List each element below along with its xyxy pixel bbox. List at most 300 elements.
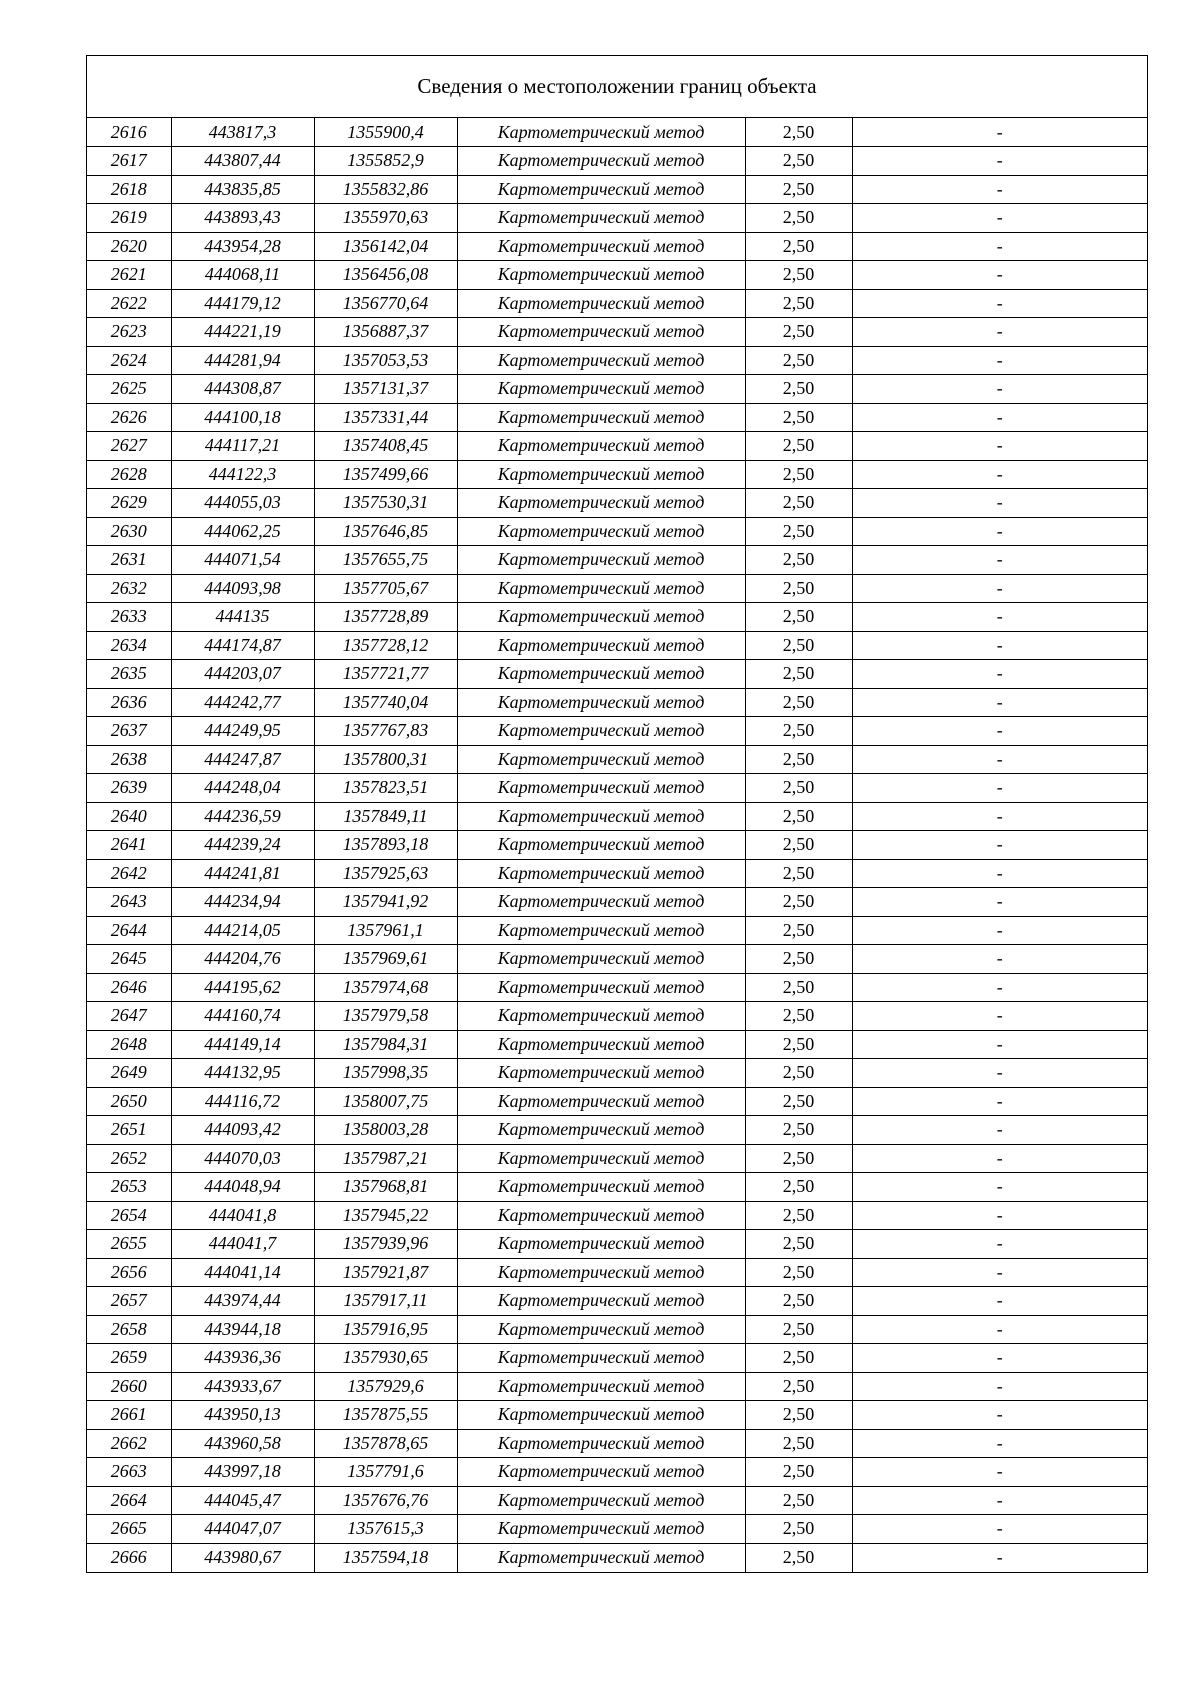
- y-coordinate-cell: 1357849,11: [314, 802, 457, 831]
- method-cell: Картометрический метод: [457, 1201, 745, 1230]
- note-cell: -: [852, 1201, 1147, 1230]
- x-coordinate-cell: 444149,14: [171, 1030, 314, 1059]
- y-coordinate-cell: 1357740,04: [314, 688, 457, 717]
- note-cell: -: [852, 118, 1147, 147]
- table-row: [87, 546, 1147, 575]
- x-coordinate-cell: 443980,67: [171, 1543, 314, 1572]
- table-row: [87, 204, 1147, 233]
- y-coordinate-cell: 1355832,86: [314, 175, 457, 204]
- point-number-cell: 2630: [87, 517, 171, 546]
- table-row: [87, 289, 1147, 318]
- note-cell: -: [852, 318, 1147, 347]
- x-coordinate-cell: 443835,85: [171, 175, 314, 204]
- note-cell: -: [852, 403, 1147, 432]
- x-coordinate-cell: 443936,36: [171, 1344, 314, 1373]
- table-row: [87, 774, 1147, 803]
- note-cell: -: [852, 489, 1147, 518]
- y-coordinate-cell: 1357646,85: [314, 517, 457, 546]
- point-number-cell: 2624: [87, 346, 171, 375]
- method-cell: Картометрический метод: [457, 660, 745, 689]
- tolerance-cell: 2,50: [745, 204, 852, 233]
- method-cell: Картометрический метод: [457, 517, 745, 546]
- y-coordinate-cell: 1357969,61: [314, 945, 457, 974]
- table-row: [87, 1458, 1147, 1487]
- table-row: [87, 574, 1147, 603]
- table-row: [87, 318, 1147, 347]
- y-coordinate-cell: 1357930,65: [314, 1344, 457, 1373]
- note-cell: -: [852, 745, 1147, 774]
- point-number-cell: 2635: [87, 660, 171, 689]
- tolerance-cell: 2,50: [745, 403, 852, 432]
- table-row: [87, 603, 1147, 632]
- x-coordinate-cell: 443817,3: [171, 118, 314, 147]
- tolerance-cell: 2,50: [745, 1173, 852, 1202]
- method-cell: Картометрический метод: [457, 745, 745, 774]
- point-number-cell: 2619: [87, 204, 171, 233]
- table-row: [87, 1002, 1147, 1031]
- y-coordinate-cell: 1358003,28: [314, 1116, 457, 1145]
- method-cell: Картометрический метод: [457, 147, 745, 176]
- table-row: [87, 1315, 1147, 1344]
- table-row: [87, 1116, 1147, 1145]
- method-cell: Картометрический метод: [457, 831, 745, 860]
- table-title: Сведения о местоположении границ объекта: [87, 56, 1147, 118]
- tolerance-cell: 2,50: [745, 802, 852, 831]
- tolerance-cell: 2,50: [745, 289, 852, 318]
- method-cell: Картометрический метод: [457, 175, 745, 204]
- method-cell: Картометрический метод: [457, 574, 745, 603]
- y-coordinate-cell: 1357968,81: [314, 1173, 457, 1202]
- table-row: [87, 118, 1147, 147]
- tolerance-cell: 2,50: [745, 261, 852, 290]
- tolerance-cell: 2,50: [745, 1372, 852, 1401]
- tolerance-cell: 2,50: [745, 859, 852, 888]
- note-cell: -: [852, 375, 1147, 404]
- method-cell: Картометрический метод: [457, 318, 745, 347]
- y-coordinate-cell: 1357893,18: [314, 831, 457, 860]
- table-row: [87, 660, 1147, 689]
- tolerance-cell: 2,50: [745, 1230, 852, 1259]
- method-cell: Картометрический метод: [457, 403, 745, 432]
- method-cell: Картометрический метод: [457, 859, 745, 888]
- tolerance-cell: 2,50: [745, 1258, 852, 1287]
- x-coordinate-cell: 443944,18: [171, 1315, 314, 1344]
- note-cell: -: [852, 831, 1147, 860]
- table-row: [87, 831, 1147, 860]
- x-coordinate-cell: 444041,14: [171, 1258, 314, 1287]
- y-coordinate-cell: 1357974,68: [314, 973, 457, 1002]
- method-cell: Картометрический метод: [457, 1002, 745, 1031]
- y-coordinate-cell: 1357615,3: [314, 1515, 457, 1544]
- method-cell: Картометрический метод: [457, 973, 745, 1002]
- y-coordinate-cell: 1357053,53: [314, 346, 457, 375]
- tolerance-cell: 2,50: [745, 574, 852, 603]
- method-cell: Картометрический метод: [457, 1173, 745, 1202]
- tolerance-cell: 2,50: [745, 1087, 852, 1116]
- method-cell: Картометрический метод: [457, 688, 745, 717]
- method-cell: Картометрический метод: [457, 631, 745, 660]
- note-cell: -: [852, 232, 1147, 261]
- table-row: [87, 1258, 1147, 1287]
- point-number-cell: 2654: [87, 1201, 171, 1230]
- x-coordinate-cell: 443893,43: [171, 204, 314, 233]
- x-coordinate-cell: 444116,72: [171, 1087, 314, 1116]
- tolerance-cell: 2,50: [745, 175, 852, 204]
- point-number-cell: 2628: [87, 460, 171, 489]
- point-number-cell: 2656: [87, 1258, 171, 1287]
- x-coordinate-cell: 444132,95: [171, 1059, 314, 1088]
- x-coordinate-cell: 444160,74: [171, 1002, 314, 1031]
- method-cell: Картометрический метод: [457, 1116, 745, 1145]
- x-coordinate-cell: 444236,59: [171, 802, 314, 831]
- y-coordinate-cell: 1357875,55: [314, 1401, 457, 1430]
- x-coordinate-cell: 444062,25: [171, 517, 314, 546]
- note-cell: -: [852, 1258, 1147, 1287]
- point-number-cell: 2625: [87, 375, 171, 404]
- y-coordinate-cell: 1357728,12: [314, 631, 457, 660]
- point-number-cell: 2627: [87, 432, 171, 461]
- x-coordinate-cell: 444135: [171, 603, 314, 632]
- x-coordinate-cell: 444045,47: [171, 1486, 314, 1515]
- table-row: [87, 1515, 1147, 1544]
- note-cell: -: [852, 1486, 1147, 1515]
- note-cell: -: [852, 1458, 1147, 1487]
- tolerance-cell: 2,50: [745, 1315, 852, 1344]
- x-coordinate-cell: 443974,44: [171, 1287, 314, 1316]
- table-row: [87, 1401, 1147, 1430]
- point-number-cell: 2641: [87, 831, 171, 860]
- point-number-cell: 2649: [87, 1059, 171, 1088]
- method-cell: Картометрический метод: [457, 289, 745, 318]
- note-cell: -: [852, 574, 1147, 603]
- method-cell: Картометрический метод: [457, 432, 745, 461]
- table-row: [87, 346, 1147, 375]
- y-coordinate-cell: 1357979,58: [314, 1002, 457, 1031]
- method-cell: Картометрический метод: [457, 1429, 745, 1458]
- point-number-cell: 2651: [87, 1116, 171, 1145]
- y-coordinate-cell: 1357721,77: [314, 660, 457, 689]
- note-cell: -: [852, 888, 1147, 917]
- y-coordinate-cell: 1357676,76: [314, 1486, 457, 1515]
- x-coordinate-cell: 444214,05: [171, 916, 314, 945]
- note-cell: -: [852, 717, 1147, 746]
- method-cell: Картометрический метод: [457, 888, 745, 917]
- note-cell: -: [852, 1372, 1147, 1401]
- point-number-cell: 2622: [87, 289, 171, 318]
- table-row: [87, 1429, 1147, 1458]
- note-cell: -: [852, 1116, 1147, 1145]
- y-coordinate-cell: 1357925,63: [314, 859, 457, 888]
- note-cell: -: [852, 1059, 1147, 1088]
- tolerance-cell: 2,50: [745, 460, 852, 489]
- y-coordinate-cell: 1357331,44: [314, 403, 457, 432]
- point-number-cell: 2626: [87, 403, 171, 432]
- y-coordinate-cell: 1357984,31: [314, 1030, 457, 1059]
- x-coordinate-cell: 444179,12: [171, 289, 314, 318]
- x-coordinate-cell: 443960,58: [171, 1429, 314, 1458]
- x-coordinate-cell: 444100,18: [171, 403, 314, 432]
- point-number-cell: 2621: [87, 261, 171, 290]
- point-number-cell: 2662: [87, 1429, 171, 1458]
- table-row: [87, 973, 1147, 1002]
- table-row: [87, 1287, 1147, 1316]
- x-coordinate-cell: 444221,19: [171, 318, 314, 347]
- tolerance-cell: 2,50: [745, 1515, 852, 1544]
- point-number-cell: 2650: [87, 1087, 171, 1116]
- method-cell: Картометрический метод: [457, 1315, 745, 1344]
- tolerance-cell: 2,50: [745, 318, 852, 347]
- note-cell: -: [996, 1547, 1003, 1567]
- table-row: [87, 1144, 1147, 1173]
- y-coordinate-cell: 1355900,4: [314, 118, 457, 147]
- table-row: [87, 232, 1147, 261]
- table-row: [87, 631, 1147, 660]
- boundary-points-table: [87, 118, 1147, 1572]
- y-coordinate-cell: 1357705,67: [314, 574, 457, 603]
- y-coordinate-cell: 1357767,83: [314, 717, 457, 746]
- x-coordinate-cell: 444234,94: [171, 888, 314, 917]
- y-coordinate-cell: 1357941,92: [314, 888, 457, 917]
- method-cell: Картометрический метод: [457, 1372, 745, 1401]
- method-cell: Картометрический метод: [457, 1059, 745, 1088]
- x-coordinate-cell: 444239,24: [171, 831, 314, 860]
- table-body: [87, 118, 1147, 1572]
- y-coordinate-cell: 1357987,21: [314, 1144, 457, 1173]
- method-cell: Картометрический метод: [457, 118, 745, 147]
- method-cell: Картометрический метод: [457, 460, 745, 489]
- y-coordinate-cell: 1357800,31: [314, 745, 457, 774]
- point-number-cell: 2616: [87, 118, 171, 147]
- point-number-cell: 2653: [87, 1173, 171, 1202]
- x-coordinate-cell: 444203,07: [171, 660, 314, 689]
- x-coordinate-cell: 444242,77: [171, 688, 314, 717]
- point-number-cell: 2643: [87, 888, 171, 917]
- method-cell: Картометрический метод: [457, 916, 745, 945]
- y-coordinate-cell: 1356142,04: [314, 232, 457, 261]
- point-number-cell: 2655: [87, 1230, 171, 1259]
- point-number-cell: 2659: [87, 1344, 171, 1373]
- tolerance-cell: 2,50: [745, 375, 852, 404]
- y-coordinate-cell: 1357878,65: [314, 1429, 457, 1458]
- note-cell: -: [852, 631, 1147, 660]
- note-cell: -: [852, 1087, 1147, 1116]
- tolerance-cell: 2,50: [745, 774, 852, 803]
- method-cell: Картометрический метод: [457, 603, 745, 632]
- point-number-cell: 2636: [87, 688, 171, 717]
- tolerance-cell: 2,50: [745, 1486, 852, 1515]
- x-coordinate-cell: 444041,7: [171, 1230, 314, 1259]
- tolerance-cell: 2,50: [745, 717, 852, 746]
- table-row: [87, 403, 1147, 432]
- point-number-cell: 2644: [87, 916, 171, 945]
- tolerance-cell: 2,50: [745, 118, 852, 147]
- x-coordinate-cell: 443954,28: [171, 232, 314, 261]
- note-cell: -: [852, 660, 1147, 689]
- table-row: [87, 1486, 1147, 1515]
- note-cell: -: [852, 1429, 1147, 1458]
- note-cell: -: [852, 460, 1147, 489]
- point-number-cell: 2665: [87, 1515, 171, 1544]
- x-coordinate-cell: 444068,11: [171, 261, 314, 290]
- y-coordinate-cell: 1356770,64: [314, 289, 457, 318]
- note-cell: -: [852, 603, 1147, 632]
- method-cell: Картометрический метод: [457, 945, 745, 974]
- table-row: [87, 175, 1147, 204]
- x-coordinate-cell: 444048,94: [171, 1173, 314, 1202]
- note-cell: -: [852, 1315, 1147, 1344]
- point-number-cell: 2640: [87, 802, 171, 831]
- point-number-cell: 2638: [87, 745, 171, 774]
- tolerance-cell: 2,50: [745, 1144, 852, 1173]
- x-coordinate-cell: 444041,8: [171, 1201, 314, 1230]
- x-coordinate-cell: 444174,87: [171, 631, 314, 660]
- note-cell: -: [852, 1344, 1147, 1373]
- x-coordinate-cell: 444248,04: [171, 774, 314, 803]
- tolerance-cell: 2,50: [745, 1543, 852, 1572]
- point-number-cell: 2618: [87, 175, 171, 204]
- x-coordinate-cell: 444047,07: [171, 1515, 314, 1544]
- note-cell: -: [852, 973, 1147, 1002]
- x-coordinate-cell: 444241,81: [171, 859, 314, 888]
- table-row: [87, 1344, 1147, 1373]
- x-coordinate-cell: 444071,54: [171, 546, 314, 575]
- table-row: [87, 1087, 1147, 1116]
- tolerance-cell: 2,50: [745, 688, 852, 717]
- table-row: [87, 945, 1147, 974]
- note-cell: -: [852, 688, 1147, 717]
- table-row: [87, 916, 1147, 945]
- x-coordinate-cell: 444093,42: [171, 1116, 314, 1145]
- point-number-cell: 2666: [87, 1543, 171, 1572]
- note-cell: -: [852, 859, 1147, 888]
- y-coordinate-cell: 1357929,6: [314, 1372, 457, 1401]
- table-row: [87, 859, 1147, 888]
- point-number-cell: 2652: [87, 1144, 171, 1173]
- tolerance-cell: 2,50: [745, 1116, 852, 1145]
- method-cell: Картометрический метод: [457, 1486, 745, 1515]
- table-row: [87, 1173, 1147, 1202]
- tolerance-cell: 2,50: [745, 831, 852, 860]
- point-number-cell: 2647: [87, 1002, 171, 1031]
- note-cell: -: [852, 1230, 1147, 1259]
- tolerance-cell: 2,50: [745, 546, 852, 575]
- note-cell: -: [852, 1144, 1147, 1173]
- note-cell: -: [852, 1287, 1147, 1316]
- note-cell: -: [852, 204, 1147, 233]
- tolerance-cell: 2,50: [745, 916, 852, 945]
- point-number-cell: 2634: [87, 631, 171, 660]
- point-number-cell: 2632: [87, 574, 171, 603]
- note-cell: -: [852, 1002, 1147, 1031]
- point-number-cell: 2631: [87, 546, 171, 575]
- tolerance-cell: 2,50: [745, 603, 852, 632]
- note-cell: -: [852, 432, 1147, 461]
- y-coordinate-cell: 1357998,35: [314, 1059, 457, 1088]
- method-cell: Картометрический метод: [457, 1258, 745, 1287]
- tolerance-cell: 2,50: [745, 1002, 852, 1031]
- tolerance-cell: 2,50: [745, 660, 852, 689]
- x-coordinate-cell: 444117,21: [171, 432, 314, 461]
- method-cell: Картометрический метод: [457, 1144, 745, 1173]
- note-cell: -: [852, 916, 1147, 945]
- table-row: [87, 1030, 1147, 1059]
- note-cell: -: [852, 1173, 1147, 1202]
- point-number-cell: 2661: [87, 1401, 171, 1430]
- table-row: [87, 1230, 1147, 1259]
- tolerance-cell: 2,50: [745, 1201, 852, 1230]
- x-coordinate-cell: 444281,94: [171, 346, 314, 375]
- method-cell: Картометрический метод: [457, 546, 745, 575]
- method-cell: Картометрический метод: [457, 489, 745, 518]
- method-cell: Картометрический метод: [457, 802, 745, 831]
- y-coordinate-cell: 1357961,1: [314, 916, 457, 945]
- y-coordinate-cell: 1357408,45: [314, 432, 457, 461]
- note-cell: -: [852, 1030, 1147, 1059]
- y-coordinate-cell: 1355852,9: [314, 147, 457, 176]
- note-cell: -: [852, 147, 1147, 176]
- table-row: [87, 460, 1147, 489]
- point-number-cell: 2642: [87, 859, 171, 888]
- y-coordinate-cell: 1357530,31: [314, 489, 457, 518]
- x-coordinate-cell: 444070,03: [171, 1144, 314, 1173]
- y-coordinate-cell: 1357945,22: [314, 1201, 457, 1230]
- method-cell: Картометрический метод: [457, 1515, 745, 1544]
- x-coordinate-cell: 444055,03: [171, 489, 314, 518]
- x-coordinate-cell: 444247,87: [171, 745, 314, 774]
- tolerance-cell: 2,50: [745, 888, 852, 917]
- tolerance-cell: 2,50: [745, 346, 852, 375]
- table-row: [87, 802, 1147, 831]
- method-cell: Картометрический метод: [457, 1287, 745, 1316]
- point-number-cell: 2663: [87, 1458, 171, 1487]
- tolerance-cell: 2,50: [745, 147, 852, 176]
- point-number-cell: 2623: [87, 318, 171, 347]
- tolerance-cell: 2,50: [745, 1429, 852, 1458]
- y-coordinate-cell: 1357594,18: [314, 1543, 457, 1572]
- x-coordinate-cell: 444195,62: [171, 973, 314, 1002]
- x-coordinate-cell: 444308,87: [171, 375, 314, 404]
- point-number-cell: 2617: [87, 147, 171, 176]
- table-row: [87, 432, 1147, 461]
- method-cell: Картометрический метод: [457, 1401, 745, 1430]
- note-cell: -: [852, 517, 1147, 546]
- table-row: [87, 717, 1147, 746]
- table-row: [87, 489, 1147, 518]
- method-cell: Картометрический метод: [457, 1030, 745, 1059]
- point-number-cell: 2637: [87, 717, 171, 746]
- y-coordinate-cell: 1357823,51: [314, 774, 457, 803]
- method-cell: Картометрический метод: [457, 232, 745, 261]
- point-number-cell: 2629: [87, 489, 171, 518]
- method-cell: Картометрический метод: [457, 1344, 745, 1373]
- y-coordinate-cell: 1356456,08: [314, 261, 457, 290]
- tolerance-cell: 2,50: [745, 1401, 852, 1430]
- method-cell: Картометрический метод: [457, 261, 745, 290]
- table-row: [87, 517, 1147, 546]
- method-cell: Картометрический метод: [457, 1543, 745, 1572]
- note-cell: -: [852, 289, 1147, 318]
- point-number-cell: 2664: [87, 1486, 171, 1515]
- method-cell: Картометрический метод: [457, 717, 745, 746]
- tolerance-cell: 2,50: [745, 1458, 852, 1487]
- note-cell: -: [852, 546, 1147, 575]
- method-cell: Картометрический метод: [457, 1087, 745, 1116]
- tolerance-cell: 2,50: [745, 232, 852, 261]
- note-cell: -: [852, 1401, 1147, 1430]
- y-coordinate-cell: 1356887,37: [314, 318, 457, 347]
- x-coordinate-cell: 444093,98: [171, 574, 314, 603]
- table-row: [87, 888, 1147, 917]
